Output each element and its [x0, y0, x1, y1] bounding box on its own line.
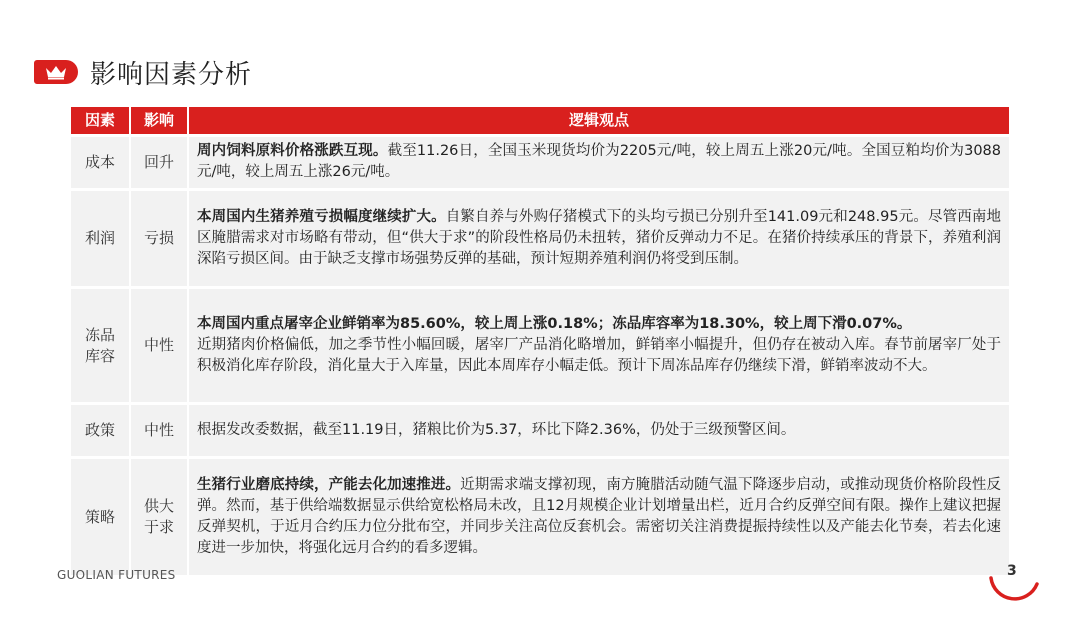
- impact-line: 供大: [143, 497, 174, 515]
- factor-line: 库容: [84, 346, 115, 365]
- impact-line: 于求: [143, 518, 174, 536]
- factor-cell: 政策: [71, 405, 129, 456]
- factor-line: 冻品: [84, 325, 115, 344]
- impact-cell: 回升: [129, 137, 187, 188]
- crown-icon: [44, 64, 68, 80]
- logic-body: 截至11.26日，全国玉米现货均价为2205元/吨，较上周五上涨20元/吨。全国豆粕均价为3088元/吨，较上周五上涨26元/吨。: [197, 143, 1001, 180]
- factor-table: [71, 104, 1009, 578]
- logic-lead: 生猪行业磨底持续，产能去化加速推进。: [197, 476, 461, 493]
- page-number: 3: [1007, 563, 1017, 579]
- table-header-row: [71, 107, 1009, 134]
- logic-cell: [187, 137, 1009, 188]
- impact-cell: 中性: [129, 405, 187, 456]
- logic-body: 近期猪肉价格偏低，加之季节性小幅回暖，屠宰厂产品消化略增加，鲜销率小幅提升，但仍存在被动入库。春节前屠宰厂处于积极消化库存阶段，消化量大于入库量，因此本周库存小幅走低。预计下周冻品库存仍继续下滑，鲜销率波动不大。: [197, 336, 1001, 374]
- table-row-cost: [71, 137, 1009, 188]
- logic-lead: 周内饲料原料价格涨跌互现。: [197, 143, 388, 159]
- slide-title: 影响因素分析: [90, 59, 253, 90]
- slide-title-bar: [34, 52, 252, 92]
- impact-cell: 中性: [129, 289, 187, 402]
- logic-cell: [187, 405, 1009, 456]
- table-row-profit: [71, 191, 1009, 286]
- table-row-frozen-stock: [71, 289, 1009, 402]
- factor-cell: [71, 289, 129, 402]
- logic-cell: [187, 289, 1009, 402]
- logic-body: 自繁自养与外购仔猪模式下的头均亏损已分别升至141.09元和248.95元。尽管西南地区腌腊需求对市场略有带动，但“供大于求”的阶段性格局仍未扭转，猪价反弹动力不足。在猪价持续承压的背景下，养殖利润深陷亏损区间。由于缺乏支撑市场强势反弹的基础，预计短期养殖利润仍将受到压制。: [197, 208, 1001, 267]
- header-impact: 影响: [129, 107, 187, 134]
- crown-badge: [34, 60, 78, 84]
- impact-cell: 亏损: [129, 191, 187, 286]
- factor-cell: 策略: [71, 459, 129, 575]
- header-factor: 因素: [71, 107, 129, 134]
- logic-body: 根据发改委数据，截至11.19日，猪粮比价为5.37，环比下降2.36%，仍处于三级预警区间。: [197, 421, 796, 438]
- factor-cell: 利润: [71, 191, 129, 286]
- logic-cell: [187, 191, 1009, 286]
- factor-cell: 成本: [71, 137, 129, 188]
- header-logic: 逻辑观点: [187, 107, 1009, 134]
- impact-cell: [129, 459, 187, 575]
- logic-cell: [187, 459, 1009, 575]
- table-row-policy: [71, 405, 1009, 456]
- logic-body: 近期需求端支撑初现，南方腌腊活动随气温下降逐步启动，或推动现货价格阶段性反弹。然而，基于供给端数据显示供给宽松格局未改，且12月规模企业计划增量出栏，近月合约反弹空间有限。操作上建议把握反弹契机，于近月合约压力位分批布空，并同步关注高位反套机会。需密切关注消费提振持续性以及产能去化节奏，若去化速度进一步加快，将强化远月合约的看多逻辑。: [197, 476, 1002, 556]
- company-logo-text: GUOLIAN FUTURES: [57, 568, 176, 582]
- table-row-strategy: [71, 459, 1009, 575]
- logic-lead: 本周国内重点屠宰企业鲜销率为85.60%，较上周上涨0.18%；冻品库容率为18.30%，较上周下滑0.07%。: [197, 315, 912, 332]
- logic-lead: 本周国内生猪养殖亏损幅度继续扩大。: [197, 208, 446, 225]
